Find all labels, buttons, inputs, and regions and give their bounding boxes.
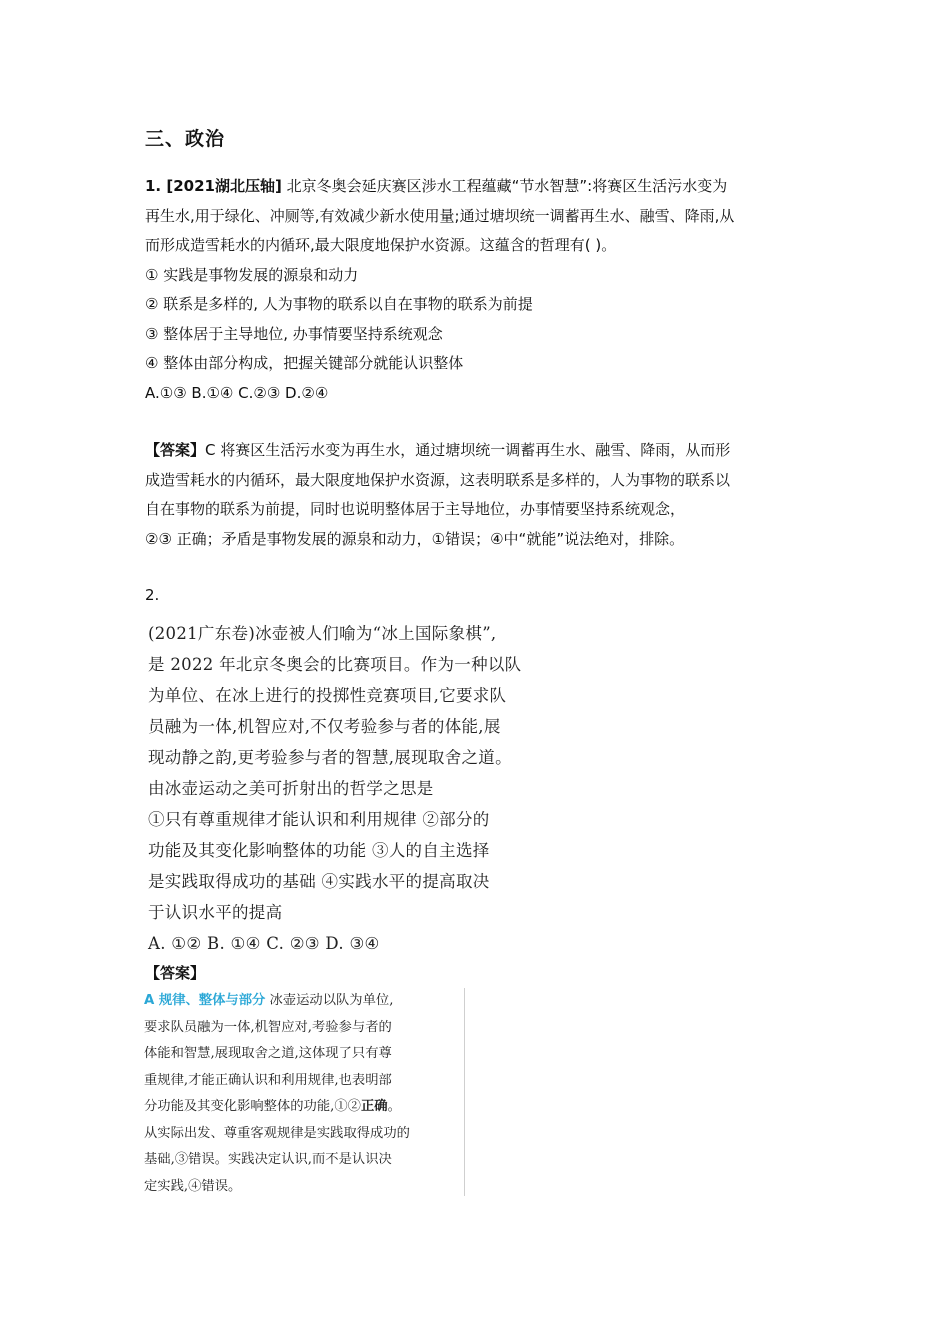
q1-stem-line: 再生水,用于绿化、冲厕等,有效减少新水使用量;通过塘坝统一调蓄再生水、融雪、降雨,从 bbox=[145, 206, 735, 225]
answer-2-highlight: A 规律、整体与部分 bbox=[144, 993, 266, 1008]
answer-2-line: 从实际出发、尊重客观规律是实践取得成功的 bbox=[144, 1125, 410, 1141]
answer-2-line: 基础,③错误。实践决定认识,而不是认识决 bbox=[144, 1152, 392, 1167]
answer-1-line: 成造雪耗水的内循环，最大限度地保护水资源，这表明联系是多样的，人为事物的联系以 bbox=[145, 470, 731, 489]
q1-source-tag: 1. [2021湖北压轴] bbox=[145, 177, 282, 195]
answer-2-line: A 规律、整体与部分 冰壶运动以队为单位, bbox=[144, 993, 394, 1008]
answer-2-label: 【答案】 bbox=[145, 964, 206, 982]
answer-1-line: 【答案】C 将赛区生活污水变为再生水，通过塘坝统一调蓄再生水、融雪、降雨，从而形 bbox=[145, 441, 731, 459]
answer-2-line: 定实践,④错误。 bbox=[144, 1178, 242, 1194]
q2-line: (2021广东卷)冰壶被人们喻为“冰上国际象棋”, bbox=[148, 624, 497, 643]
q2-line: ①只有尊重规律才能认识和利用规律 ②部分的 bbox=[148, 810, 490, 829]
q2-line: 员融为一体,机智应对,不仅考验参与者的体能,展 bbox=[148, 717, 501, 736]
answer-1 bbox=[145, 436, 815, 554]
answer-label: 【答案】 bbox=[145, 441, 206, 459]
q2-line: 功能及其变化影响整体的功能 ③人的自主选择 bbox=[148, 841, 490, 860]
q1-option: ③ 整体居于主导地位, 办事情要坚持系统观念 bbox=[145, 324, 443, 343]
answer-1-line: 自在事物的联系为前提，同时也说明整体居于主导地位，办事情要坚持系统观念， bbox=[145, 500, 686, 518]
answer-2-scan bbox=[144, 988, 465, 1196]
q1-choices: A.①③ B.①④ C.②③ D.②④ bbox=[145, 383, 329, 402]
q1-option: ④ 整体由部分构成，把握关键部分就能认识整体 bbox=[145, 354, 464, 372]
q1-stem-line: 1. [2021湖北压轴] 北京冬奥会延庆赛区涉水工程蕴藏“节水智慧”:将赛区生活污水变为 bbox=[145, 177, 728, 195]
q2-choices: A. ①② B. ①④ C. ②③ D. ③④ bbox=[148, 934, 380, 953]
answer-2-line: 要求队员融为一体,机智应对,考验参与者的 bbox=[144, 1019, 392, 1035]
answer-2-bold-word: 正确 bbox=[360, 1099, 388, 1114]
answer-2-line: 重规律,才能正确认识和利用规律,也表明部 bbox=[144, 1072, 392, 1088]
q2-line: 由冰壶运动之美可折射出的哲学之思是 bbox=[148, 779, 434, 798]
q1-option: ① 实践是事物发展的源泉和动力 bbox=[145, 265, 359, 284]
q2-line: 于认识水平的提高 bbox=[148, 903, 283, 922]
answer-1-line: ②③ 正确；矛盾是事物发展的源泉和动力，①错误；④中“就能”说法绝对，排除。 bbox=[145, 529, 685, 548]
question-1 bbox=[145, 172, 815, 408]
answer-2-line: 分功能及其变化影响整体的功能,①②正确。 bbox=[144, 1099, 401, 1114]
q1-stem-line: 而形成造雪耗水的内循环,最大限度地保护水资源。这蕴含的哲理有( )。 bbox=[145, 236, 617, 254]
section-title: 三、政治 bbox=[145, 128, 226, 150]
q2-line: 是 2022 年北京冬奥会的比赛项目。作为一种以队 bbox=[148, 655, 522, 674]
q2-line: 为单位、在冰上进行的投掷性竞赛项目,它要求队 bbox=[148, 686, 507, 705]
answer-2-line: 体能和智慧,展现取舍之道,这体现了只有尊 bbox=[144, 1046, 392, 1061]
question-2-number: 2. bbox=[145, 586, 160, 604]
q2-line: 是实践取得成功的基础 ④实践水平的提高取决 bbox=[148, 872, 490, 891]
question-2-scan bbox=[148, 618, 548, 959]
q2-line: 现动静之韵,更考验参与者的智慧,展现取舍之道。 bbox=[148, 748, 512, 767]
q1-option: ② 联系是多样的, 人为事物的联系以自在事物的联系为前提 bbox=[145, 295, 533, 313]
